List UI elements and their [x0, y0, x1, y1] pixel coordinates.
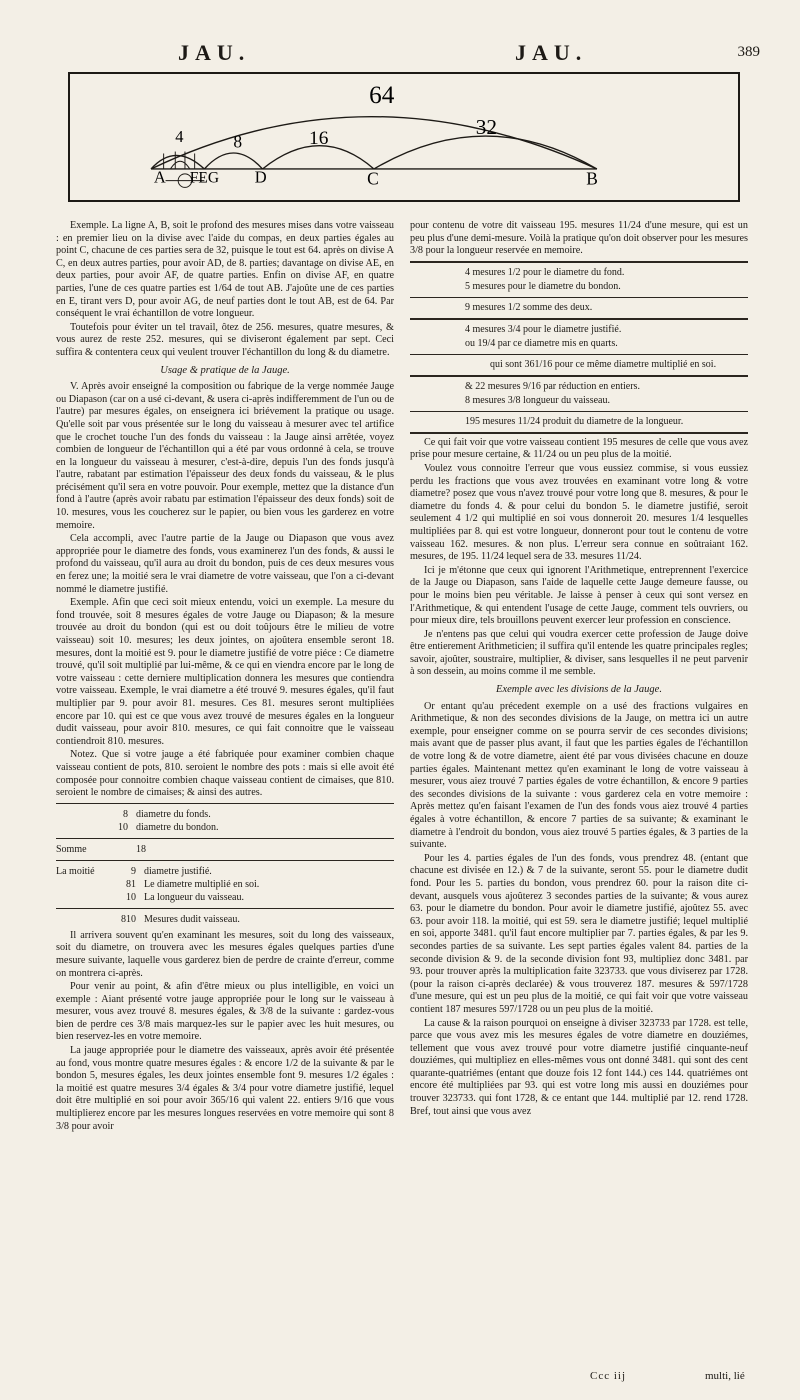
table-row: [56, 865, 394, 878]
paragraph-cela-accompli: Cela accompli, avec l'autre partie de la Jauge ou Diapason que vous avez appropriée pour le diametre des fonds, vous examinerez l'un des fonds, & aussi le profond du vaisseau, qu'il aura au droit du bondon, puis de ces deux mesures vous en ferez une; la moitié sera le vrai diametre de votre vaisseau, que l'on a ci-devant nommé le diametre justifié.: [56, 533, 394, 595]
row-pre: [56, 878, 118, 891]
figure-diagram: [70, 74, 738, 200]
paragraph-exemple: Exemple. La ligne A, B, soit le profond des mesures mises dans votre vaisseau : en premier lieu on la divise avec l'aide du compas, en deux parties égales au point C, chacune de ces parties sera de 32, puisque le tout est 64. après on divise A C, en deux autres parties, pour avoir AD, de 8. parties; davantage on divise AE, en deux parties, pour avoir AF, de quatre parties. Enfin on divise AF, en quatre parties, l'une de ces quatre parties est 1/64 de tout AB. J'ajoûte une de ces parties en E, tirant vers D, pour avoir AG, de neuf parties dont le tout AB, est de 64. Par conséquent le vrai échantillon de votre longueur.: [56, 220, 394, 320]
table-num: 10: [126, 891, 136, 903]
calc-block-1: [410, 266, 748, 294]
label-4: 4: [175, 126, 184, 146]
somme-value: 18: [136, 843, 146, 855]
calc-block-3: [410, 323, 748, 351]
rule: [56, 860, 394, 861]
label-16: 16: [309, 127, 329, 149]
left-column: [56, 220, 394, 1134]
page-header: [0, 40, 800, 70]
rule: [410, 411, 748, 412]
calc-line: ou 19/4 par ce diametre mis en quarts.: [465, 337, 618, 349]
calc-line: 4 mesures 1/2 pour le diametre du fond.: [465, 266, 625, 278]
table-row: [56, 913, 394, 926]
measure-table: [56, 808, 394, 834]
table-num: 8: [123, 808, 128, 820]
rule: [410, 354, 748, 355]
arc-32: [374, 136, 597, 169]
paragraph-pour-venir: Pour venir au point, & afin d'être mieux ou plus intelligible, en voici un exemple : Aiant présenté votre jauge appropriée pour le long sur le vaisseau à mesurer, vous avez trouvé 8. mesures égales, & 3/8 de la suivante : gardez-vous bien de perdre ces 3/8 mais marquez-les sur le papier avec les huit mesures, ou bien reservez-les en votre memoire.: [56, 981, 394, 1043]
row-pre: La moitié: [56, 865, 95, 877]
catchword: multi, lié: [705, 1370, 745, 1382]
paragraph-usage: V. Après avoir enseigné la composition ou fabrique de la verge nommée Jauge ou Diapason (car on a usé ci-devant, & usera ci-après indifferemment de l'un ou de l'autre) par mesures égales, on enseignera ici briévement la pratique ou usage. Qu'elle soit par vous présentée sur le long du vaisseau à mesurer avec tel artifice que le crochet touche l'un des fonds du vaisseau : la Jauge ainsi arrêtée, voyez combien de longueur de l'échantillon qui a été par vous ordonné à cela, se trouve en la longueur du vaisseau à mesurer, c'est-à-dire, depuis l'un des fonds jusqu'à l'autre, rabatant par estimation l'épaisseur des deux fonds du vaisseau, & le plus précisément qu'il sera en votre pouvoir. Pour exemple, mettez que la distance d'un fond à l'autre (après avoir rabatu par estimation l'épaisseur des deux fonds) soit de 10. mesures, vous les coucherez sur le papier, ou bien vous les garderez en votre memoire.: [56, 381, 394, 531]
total-row: [56, 913, 394, 926]
table-row: [56, 878, 394, 891]
paragraph-contenu: pour contenu de votre dit vaisseau 195. mesures 11/24 d'une mesure, qui est un peu plus d'une demi-mesure. Voilà la pratique qu'on doit observer pour les mesures 3/8 pour la longueur reservée en memoire.: [410, 220, 748, 257]
paragraph-or-entant: Or entant qu'au précedent exemple on a usé des fractions vulgaires en Arithmetique, & non des secondes divisions de la Jauge, on mettra ici un autre exemple, pour enseigner comme on se pourra servir de ces secondes divisions; mais avant que de passer plus avant, il faut que les parties égales de l'échantillon de votre long & de votre diametre, aient été par vous divisées chacune en douze parties égales. Maintenant mettez qu'en examinant le long de votre vaisseau à mesurer, vous aiez trouvé 7 parties égales de votre échantillon, & encore 9 parties des secondes divisions de la suivante : vous garderez cela en votre memoire : Après mettez qu'en faisant l'examen de l'un des fonds vous aiez trouvé 4 parties égales à votre échantillon, & encore 7 parties de sa suivante; & examinant le diametre à l'endroit du bondon, vous aiez trouvé 5 parties égales, & 3 parties de la suivante.: [410, 700, 748, 851]
label-feg: FEG: [189, 169, 220, 187]
paragraph-ici: Ici je m'étonne que ceux qui ignorent l'Arithmetique, entreprennent l'exercice de la Jauge ou Diapason, sans l'aide de laquelle cette Jauge demeure fausse, ou pour le moins bien peu véritable. Je laisse à penser à ceux qui sont versez en l'Arithmetique, & qui entendent l'usage de cette Jauge, comment tels ouvriers, ou pour mieux dire, tels brouillons peuvent exercer leur profession en conscience.: [410, 564, 748, 627]
sum-row: [56, 843, 394, 856]
rule: [56, 838, 394, 839]
calc-block-6: [410, 415, 748, 429]
label-8: 8: [233, 131, 243, 152]
paragraph-arrivera: Il arrivera souvent qu'en examinant les mesures, soit du long des vaisseaux, soit du diametre, on trouvera avec les mesures égales quelques parties d'une mesure suivante, laquelle vous garderez bien de perdre de crainte d'erreur, comme on montrera ci-après.: [56, 929, 394, 979]
label-32: 32: [475, 115, 498, 140]
paragraph-je-nentens: Je n'entens pas que celui qui voudra exercer cette profession de Jauge doive être entierement Arithmeticien; il suffira qu'il entende les quatre principales regles; savoir, ajoûter, soustraire, multiplier, & diviser, sans lesquelles il ne peut parvenir à son dessein, au moins comme il me semble.: [410, 628, 748, 678]
calc-block-2: [410, 301, 748, 315]
half-table: [56, 865, 394, 904]
jauge-division-figure: [68, 72, 740, 202]
signature-mark: Ccc iij: [590, 1370, 627, 1382]
paragraph-toutefois: Toutefois pour éviter un tel travail, ôtez de 256. mesures, quatre mesures, & vous aurez de reste 252. mesures, qui se diviseront également par sept. Ceci suffira & contentera ceux qui veulent trouver l'échantillon du long & du diametre.: [56, 321, 394, 358]
table-label: diametre justifié.: [144, 865, 212, 877]
table-num: 10: [118, 821, 128, 833]
table-label: diametre du bondon.: [136, 821, 219, 833]
table-row: [56, 821, 394, 834]
calc-line: 195 mesures 11/24 produit du diametre de la longueur.: [465, 415, 684, 427]
calc-line: 9 mesures 1/2 somme des deux.: [465, 301, 593, 313]
calc-line: & 22 mesures 9/16 par réduction en entiers.: [465, 380, 640, 392]
table-label: Le diametre multiplié en soi.: [144, 878, 260, 890]
paragraph-jauge-appropriee: La jauge appropriée pour le diametre des vaisseaux, après avoir été présentée au fond, vous montre quatre mesures égales : & encore 1/2 de la suivante & par le bondon 5, mesures égales, les deux jointes ensemble font 9. mesures 1/2 égales : la moitié est quatre mesures 3/4 égales & 3/4 pour votre diametre justifié, lequel doit être multiplié en soi pour avoir 365/16 qui valent 22. entiers 9/16 que vous multiplierez encore par les mesures longues reservées en votre memoire qui sont 8 3/8 pour avoir: [56, 1045, 394, 1132]
running-head-right: JAU.: [515, 40, 588, 65]
calc-line: 8 mesures 3/8 longueur du vaisseau.: [465, 394, 610, 406]
label-a: A: [153, 167, 166, 187]
table-row: [56, 808, 394, 821]
table-num: 9: [131, 865, 136, 877]
label-d: D: [254, 167, 267, 187]
paragraph-exemple-2: Exemple. Afin que ceci soit mieux entendu, voici un exemple. La mesure du fond trouvée, soit 8 mesures égales de votre Jauge ou Diapason; & la mesure trouvée au droit du bondon (qui est ou doit toûjours être le milieu de votre vaisseau) soit 10. mesures; les deux jointes, on ajoûtera ensemble seront 18. mesures, dont la moitié est 9. pour le diametre justifié de votre piéce : Ce diametre trouvé, qu'il soit multiplié par lui-même, & ce qui en viendra encore par le long de votre vaisseau : cette derniere multiplication donnera les mesures que contiendra votre vaisseau. Exemple, le vrai diametre a été trouvé 9. mesures égales, qu'il faut multiplier par 9. pour avoir 81. mesures. Ces 81. mesures seront multipliées encore par 10. qui est ce que vous avez trouvé de mesures égales en la longueur dudit vaisseau, pour avoir 810. mesures, ce qui fait connoitre que le vaisseau contiendroit 810. mesures.: [56, 597, 394, 747]
calc-line: qui sont 361/16 pour ce même diametre multiplié en soi.: [490, 358, 717, 370]
rule: [410, 261, 748, 263]
calc-block-4: [410, 358, 748, 372]
paragraph-ce-qui: Ce qui fait voir que votre vaisseau contient 195 mesures de celle que vous avez prise pour mesure certaine, & 11/24 ou un peu plus de la moitié.: [410, 436, 748, 461]
paragraph-notez: Notez. Que si votre jauge a été fabriquée pour examiner combien chaque vaisseau contient de pots, 810. seroient le nombre des pots : mais si elle avoit été composée pour connoitre combien chaque vaisseau contient de cimaises, que 810. seroient le nombre de cimaises; & ainsi des autres.: [56, 749, 394, 799]
paragraph-voulez: Voulez vous connoitre l'erreur que vous eussiez commise, si vous eussiez perdu les fractions que vous avez trouvées en examinant votre long & votre diametre? posez que vous n'avez trouvé pour votre long que 8. mesures, & pour le diametre du fonds 4. & pour celui du bondon 5. le diametre justifié, seroit seulement 4 1/2 qui multiplié en soi vous donneroit 20. mesures 1/4 lesquelles multipliées par 8. qui est votre longueur, donneront pour tout le contenu de votre vaisseau 162. mesures. & non plus. L'erreur sera connue en soûtraiant 162. mesures, de 195. 11/24 lequel sera de 33. mesures 11/24.: [410, 462, 748, 563]
row-pre: [56, 891, 118, 904]
arc-small: [170, 161, 189, 169]
calc-block-5: [410, 380, 748, 408]
page-number: 389: [737, 44, 760, 60]
paragraph-la-cause: La cause & la raison pourquoi on enseigne à diviser 323733 par 1728. est telle, parce que vous avez mis les mesures égales de votre diametre en douziémes, tellement que vous avez trouvé pour votre diametre justifié cinquante-neuf douziémes, qui multipliez en elles-mêmes vous ont donné 3481. qui sont des cent quarante-quatriémes (entant que douze fois 12 font 144.) ces 144. quatriémes ont encore été multipliées par 93. qui est votre long mis aussi en douziémes pour trouver 323733. qui font 1728, & ce entant que 144. multiplié par 12. rend 1728. Bref, tout ainsi que vous avez: [410, 1017, 748, 1117]
label-c: C: [367, 168, 379, 189]
somme-label: Somme: [56, 843, 87, 855]
table-label: diametre du fonds.: [136, 808, 211, 820]
rule: [410, 432, 748, 434]
arc-8: [204, 153, 262, 169]
table-row: [56, 843, 394, 856]
running-head-left: JAU.: [178, 40, 251, 65]
total-label: Mesures dudit vaisseau.: [144, 913, 240, 925]
section-title-usage: Usage & pratique de la Jauge.: [160, 364, 290, 376]
calc-line: 5 mesures pour le diametre du bondon.: [465, 280, 621, 292]
section-title-exemple: Exemple avec les divisions de la Jauge.: [496, 684, 662, 696]
rule: [410, 297, 748, 298]
rule: [56, 908, 394, 909]
total-num: 810: [121, 913, 136, 925]
label-b: B: [586, 168, 598, 189]
rule: [56, 803, 394, 804]
right-column: [410, 220, 748, 1119]
arc-16: [262, 146, 373, 169]
rule: [410, 318, 748, 320]
table-num: 81: [126, 878, 136, 890]
table-row: [56, 891, 394, 904]
rule: [410, 375, 748, 377]
calc-line: 4 mesures 3/4 pour le diametre justifié.: [465, 323, 622, 335]
table-label: La longueur du vaisseau.: [144, 891, 244, 903]
paragraph-pour-les-4: Pour les 4. parties égales de l'un des fonds, vous prendrez 48. (entant que chacune est divisée en 12.) & 7 de la suivante, seront 55. pour le diametre dudit fond. Pour les 5. parties du bondon, vous prendrez 60. pour la raison dite ci-devant, ausquels vous ajoûterez 3 secondes parties de la suivante; & vous aurez 63. pour le diametre du bondon. Pour avoir le diametre justifié, ajoûtez 55. avec 63. pour avoir 118. la moitié, qui est 59. sera le diametre justifié; lequel multiplié en soi, apporte 3481. qu'il faut encore multiplier par 7. parties égales, & par les 9. secondes parties de sa suivante. Les sept parties égales valent 84. parties de la seconde division & 9. de la seconde division font 93, multipliez donc 3481. par 93. pour trouver après la multiplication faite 323733. que vous diviserez par 1728. (pour la raison ci-après declarée) & vous trouverez 187. mesures & 597/1728 d'une mesure, qui est un peu plus de la moitié, ce qui fait voir que votre vaisseau contient 187 mesures 597/1728 ou un peu plus de la moitié.: [410, 852, 748, 1015]
arc-64: [151, 117, 597, 169]
label-64: 64: [369, 82, 395, 110]
